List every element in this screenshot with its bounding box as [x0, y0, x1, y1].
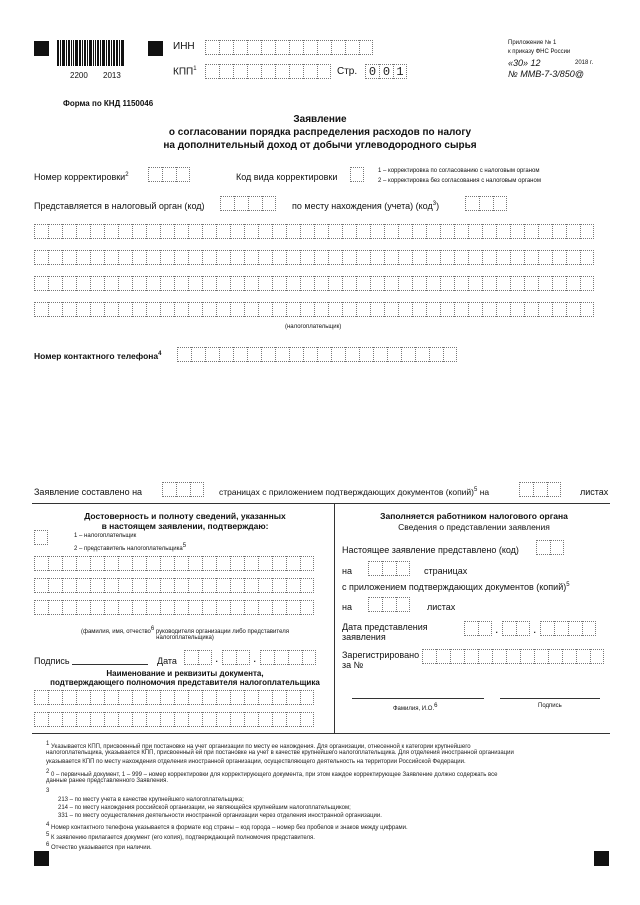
registered-label-2: за № — [342, 660, 364, 670]
sign-date-month-cells[interactable] — [222, 650, 250, 665]
footnote: $^5$ К заявлению прилагается документ (его копия), подтверждающий полномочия представителя. — [46, 832, 315, 841]
left-section-title-2: в настоящем заявлении, подтверждаю: — [101, 521, 269, 531]
fio-line — [352, 698, 484, 699]
right-fio-caption: Фамилия, И.О.$^6$ — [393, 703, 438, 712]
signature-line — [500, 698, 600, 699]
correction-option-2: 2 – корректировка без согласования с налоговым органом — [378, 178, 541, 184]
signer-type-cell[interactable] — [34, 530, 48, 545]
inn-label: ИНН — [173, 41, 195, 52]
corner-marker-top-mid — [148, 41, 163, 56]
location-label: по месту нахождения (учета) (код$^3$) — [292, 201, 440, 211]
footnote: налогоплательщика, указывается КПП, присвоенный ей при постановке на учет в качестве крупнейшего налогоплательщика. Для отделения иностранной организации — [46, 750, 514, 756]
form-code: Форма по КНД 1150046 — [63, 99, 154, 108]
with-docs-label: с приложением подтверждающих документов (копий)$^5$ — [342, 582, 570, 592]
footnote-divider — [32, 733, 610, 734]
corner-marker-top-left — [34, 41, 49, 56]
footnote: указывается КПП по месту нахождения отделения иностранной организации, осуществляющего деятельность на территории Российской Федерации. — [46, 759, 466, 765]
sign-label: Подпись — [34, 656, 70, 666]
right-section-title-1: Заполняется работником налогового органа — [380, 511, 568, 521]
date-dot-2: . — [253, 651, 257, 665]
pages-word: страницах — [424, 566, 468, 576]
title-line1: Заявление — [293, 114, 347, 125]
taxpayer-name-row-1[interactable] — [34, 224, 594, 239]
page-label: Стр. — [337, 66, 358, 77]
taxpayer-name-row-4[interactable] — [34, 302, 594, 317]
inn-cells[interactable] — [205, 40, 373, 55]
sheets-word: листах — [427, 602, 456, 612]
date-dot-1: . — [215, 651, 219, 665]
footnote: $^1$ Указывается КПП, присвоенный при постановке на учет организации по месту ее нахождения. Для организации, отнесенной к категории крупнейшего — [46, 741, 471, 750]
left-section-title-1: Достоверность и полноту сведений, указанных — [84, 511, 286, 521]
correction-option-1: 1 – корректировка по согласованию с налоговым органом — [378, 168, 540, 174]
appendix-line1: Приложение № 1 — [508, 40, 557, 46]
doc-title-2: подтверждающего полномочия представителя налогоплательщика — [50, 678, 320, 687]
section-divider-vertical — [334, 503, 335, 733]
taxpayer-name-row-2[interactable] — [34, 250, 594, 265]
submission-date-day-cells[interactable] — [464, 621, 492, 636]
phone-label: Номер контактного телефона$^4$ — [34, 351, 162, 361]
registered-label-1: Зарегистрировано — [342, 650, 420, 660]
signer-name-row-1[interactable] — [34, 556, 314, 571]
doc-row-1[interactable] — [34, 690, 314, 705]
phone-cells[interactable] — [177, 347, 457, 362]
sheets-cells[interactable] — [519, 482, 561, 497]
submission-date-label-1: Дата представления — [342, 622, 428, 632]
correction-type-cell[interactable] — [350, 167, 364, 182]
footnote: 214 – по месту нахождения российской организации, не являющейся крупнейшим налогоплательщиком; — [58, 805, 351, 811]
submission-date-label-2: заявления — [342, 632, 386, 642]
appendix-date-day: «30» 12 — [508, 58, 541, 68]
barcode-number-right: 2013 — [103, 71, 121, 80]
sign-date-year-cells[interactable] — [260, 650, 316, 665]
submitted-code-cells[interactable] — [536, 540, 564, 555]
doc-title-1: Наименование и реквизиты документа, — [106, 669, 264, 678]
footnote: $^2$ 0 – первичный документ, 1 – 999 – номер корректировки для корректирующего документа, при этом каждое корректирующее Заявление должно содержать все — [46, 769, 498, 778]
footnote: 331 – по месту осуществления деятельности иностранной организации через отделения иностранной организации. — [58, 813, 382, 819]
doc-row-2[interactable] — [34, 712, 314, 727]
footnote: $^4$ Номер контактного телефона указывается в формате код страны – код города – номер без пробелов и знаков между цифрами. — [46, 822, 408, 831]
sign-date-day-cells[interactable] — [184, 650, 212, 665]
submitted-sheets-cells[interactable] — [368, 597, 410, 612]
footnote: 213 – по месту учета в качестве крупнейшего налогоплательщика; — [58, 797, 244, 803]
sub-date-dot-2: . — [533, 622, 537, 636]
pages-end-text: листах — [580, 487, 609, 497]
submitted-pages-cells[interactable] — [368, 561, 410, 576]
correction-number-label: Номер корректировки$^2$ — [34, 172, 129, 182]
tax-authority-cells[interactable] — [220, 196, 276, 211]
registration-number-cells[interactable] — [422, 649, 604, 664]
pages-cells[interactable] — [162, 482, 204, 497]
title-line3: на дополнительный доход от добычи углеводородного сырья — [163, 140, 477, 151]
tax-authority-label: Представляется в налоговый орган (код) — [34, 201, 205, 211]
pages-middle-text: страницах с приложением подтверждающих документов (копий)$^5$ на — [219, 487, 490, 497]
corner-marker-bottom-right — [594, 851, 609, 866]
location-cells[interactable] — [465, 196, 507, 211]
section-divider-horizontal — [32, 503, 610, 504]
signer-name-row-3[interactable] — [34, 600, 314, 615]
signer-name-row-2[interactable] — [34, 578, 314, 593]
signer-option-2: 2 – представитель налогоплательщика$^5$ — [74, 543, 187, 552]
correction-number-cells[interactable] — [148, 167, 190, 182]
taxpayer-name-row-3[interactable] — [34, 276, 594, 291]
signer-fio-caption-2: налогоплательщика) — [156, 635, 214, 641]
kpp-label: КПП$^1$ — [173, 66, 197, 78]
appendix-number: № ММВ-7-3/850@ — [508, 69, 584, 79]
kpp-cells[interactable] — [205, 64, 331, 79]
appendix-line2: к приказу ФНС России — [508, 49, 571, 55]
right-section-title-2: Сведения о представлении заявления — [398, 522, 550, 532]
signer-fio-caption-1: (фамилия, имя, отчество$^6$ руководителя организации либо представителя — [81, 626, 289, 635]
page-number-cells: 0 0 1 — [365, 64, 407, 79]
submission-date-year-cells[interactable] — [540, 621, 596, 636]
signer-option-1: 1 – налогоплательщик — [74, 533, 137, 539]
pages-label: Заявление составлено на — [34, 487, 143, 497]
sub-date-dot-1: . — [495, 622, 499, 636]
barcode — [57, 40, 132, 66]
appendix-date-year: 2018 г. — [575, 60, 594, 66]
taxpayer-caption: (налогоплательщик) — [285, 324, 342, 330]
date-label: Дата — [157, 656, 177, 666]
right-sign-caption: Подпись — [538, 703, 562, 709]
sign-line — [72, 664, 148, 665]
title-line2: о согласовании порядка распределения расходов по налогу — [168, 127, 472, 138]
correction-type-label: Код вида корректировки — [236, 172, 338, 182]
barcode-number-left: 2200 — [70, 71, 88, 80]
footnote: данные ранее представленного Заявления. — [46, 778, 169, 784]
submission-date-month-cells[interactable] — [502, 621, 530, 636]
on-label: на — [342, 566, 352, 576]
footnote: $^6$ Отчество указывается при наличии. — [46, 842, 152, 851]
footnote: 3 — [46, 788, 50, 794]
on-label-2: на — [342, 602, 352, 612]
corner-marker-bottom-left — [34, 851, 49, 866]
submitted-label: Настоящее заявление представлено (код) — [342, 545, 519, 555]
